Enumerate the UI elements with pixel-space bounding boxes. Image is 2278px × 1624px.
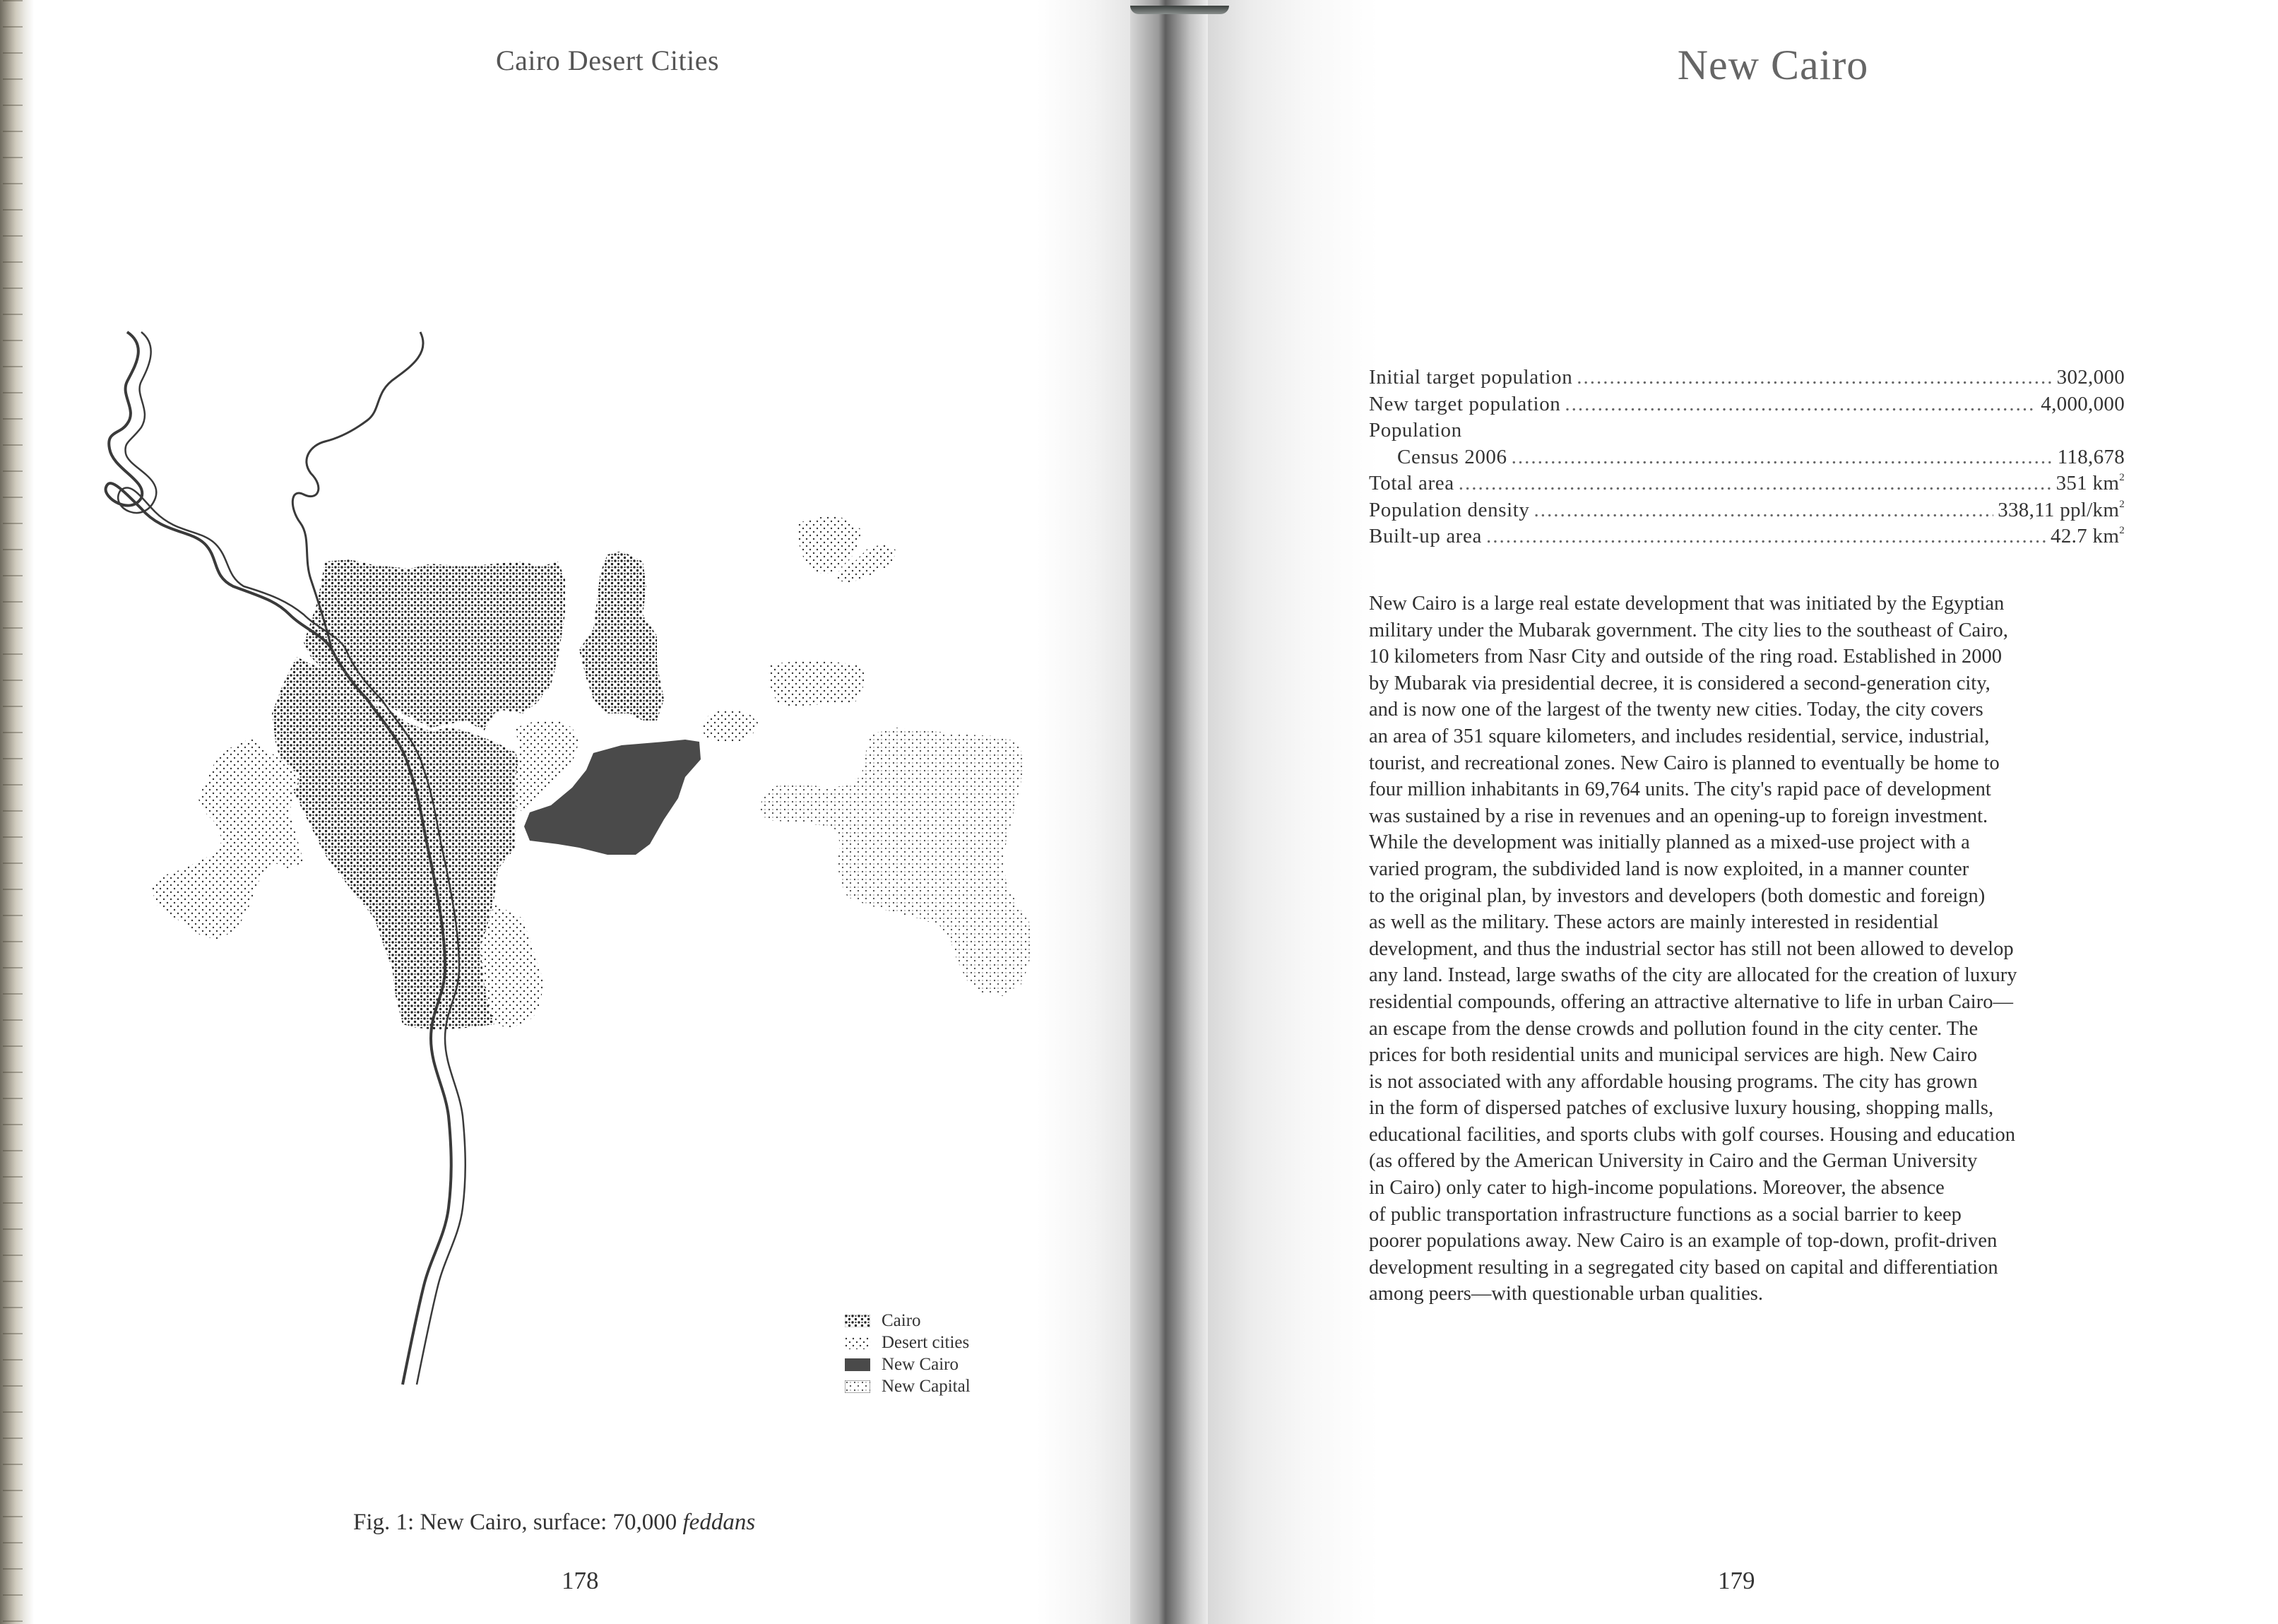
- body-paragraph: [1369, 591, 2132, 1308]
- dot-leader: [1534, 497, 1994, 524]
- figure-caption-unit: feddans: [682, 1510, 756, 1535]
- dot-leader: [1486, 523, 2046, 550]
- body-text-line: educational facilities, and sports clubs with golf courses. Housing and education: [1369, 1123, 2015, 1146]
- legend-label: Cairo: [882, 1310, 921, 1330]
- legend-item-desert-cities: [845, 1332, 1007, 1353]
- desert-cities-sparse-stipple-icon: [845, 1336, 870, 1349]
- superscript: 2: [2119, 498, 2125, 510]
- legend-item-new-capital: [845, 1375, 1007, 1397]
- map-legend: [845, 1310, 1007, 1397]
- body-text-line: military under the Mubarak government. The city lies to the southeast of Cairo,: [1369, 619, 2008, 641]
- body-text-line: to the original plan, by investors and developers (both domestic and foreign): [1369, 884, 1986, 907]
- new-cairo-solid-icon: [845, 1358, 870, 1371]
- bookmark-ribbon: [1130, 6, 1229, 14]
- body-text-line: in Cairo) only cater to high-income populations. Moreover, the absence: [1369, 1177, 1945, 1199]
- body-text-line: in the form of dispersed patches of exclusive luxury housing, shopping malls,: [1369, 1097, 1994, 1120]
- body-text-line: and is now one of the largest of the twenty new cities. Today, the city covers: [1369, 699, 1983, 721]
- body-text-line: development resulting in a segregated city based on capital and differentiation: [1369, 1256, 1998, 1279]
- stat-value-number: 42.7 km: [2051, 525, 2120, 547]
- body-text-line: an escape from the dense crowds and pollution found in the city center. The: [1369, 1017, 1979, 1040]
- body-text-line: was sustained by a rise in revenues and an opening-up to foreign investment.: [1369, 805, 1988, 827]
- superscript: 2: [2119, 472, 2125, 483]
- stat-value: [2051, 523, 2125, 550]
- dot-leader: [1512, 444, 2053, 471]
- body-text-line: While the development was initially planned as a mixed-use project with a: [1369, 831, 1970, 854]
- figure-caption: [353, 1510, 755, 1536]
- page-stack-edge: [3, 0, 23, 1624]
- stat-built-up-area: [1369, 523, 2125, 550]
- stat-value: [2056, 470, 2125, 497]
- cairo-region-east-spur: [579, 551, 664, 721]
- cairo-map-figure: [99, 318, 1074, 1420]
- stat-value: 118,678: [2057, 445, 2125, 468]
- body-text-line: tourist, and recreational zones. New Cairo is planned to eventually be home to: [1369, 752, 2000, 774]
- stat-total-area: [1369, 470, 2125, 497]
- stat-label: Census 2006: [1397, 445, 1507, 468]
- body-text-line: as well as the military. These actors are mainly interested in residential: [1369, 911, 1939, 934]
- key-figures-list: [1369, 364, 2125, 550]
- legend-label: Desert cities: [882, 1332, 970, 1352]
- legend-label: New Cairo: [882, 1354, 959, 1374]
- chapter-title: New Cairo: [1677, 42, 1869, 88]
- body-text-line: is not associated with any affordable housing programs. The city has grown: [1369, 1070, 1978, 1093]
- body-text-line: any land. Instead, large swaths of the city are allocated for the creation of luxury: [1369, 964, 2017, 987]
- body-text-line: prices for both residential units and municipal services are high. New Cairo: [1369, 1044, 1978, 1067]
- stat-population-heading: Population: [1369, 419, 1462, 441]
- page-number-left: 178: [562, 1567, 599, 1594]
- stat-new-target-population: [1369, 391, 2125, 418]
- body-text-line: among peers—with questionable urban qualities.: [1369, 1283, 1763, 1305]
- stat-label: Population density: [1369, 498, 1530, 521]
- figure-caption-text: Fig. 1: New Cairo, surface: 70,000: [353, 1510, 683, 1535]
- stat-initial-target-population: [1369, 364, 2125, 391]
- stat-label: New target population: [1369, 392, 1561, 415]
- stat-value-number: 351 km: [2055, 472, 2120, 494]
- stat-population-density: [1369, 497, 2125, 524]
- body-text-line: by Mubarak via presidential decree, it is considered a second-generation city,: [1369, 672, 1991, 694]
- body-text-line: an area of 351 square kilometers, and includes residential, service, industrial,: [1369, 725, 1990, 747]
- stat-label: Total area: [1369, 472, 1454, 494]
- stat-value: 302,000: [2056, 366, 2125, 389]
- body-text-line: New Cairo is a large real estate development that was initiated by the Egyptian: [1369, 593, 2005, 615]
- running-head: Cairo Desert Cities: [495, 45, 720, 76]
- stat-label: Built-up area: [1369, 525, 1482, 547]
- body-text-line: of public transportation infrastructure functions as a social barrier to keep: [1369, 1203, 1962, 1226]
- new-capital-region: [759, 728, 1033, 996]
- superscript: 2: [2119, 525, 2125, 536]
- cairo-dense-stipple-icon: [845, 1315, 870, 1327]
- dot-leader: [1565, 391, 2036, 418]
- body-text-line: poorer populations away. New Cairo is an example of top-down, profit-driven: [1369, 1230, 1998, 1252]
- stat-label: Initial target population: [1369, 366, 1573, 389]
- stat-census-2006: [1369, 444, 2125, 471]
- body-text-line: four million inhabitants in 69,764 units. The city's rapid pace of development: [1369, 778, 1991, 801]
- page-number-right: 179: [1718, 1567, 1755, 1594]
- desert-city-madinaty: [701, 710, 759, 742]
- dot-leader: [1577, 364, 2052, 391]
- body-text-line: (as offered by the American University in Cairo and the German University: [1369, 1150, 1978, 1173]
- stat-value: [1998, 497, 2125, 524]
- legend-item-cairo: [845, 1310, 1007, 1332]
- stat-value: 4,000,000: [2041, 392, 2125, 415]
- legend-label: New Capital: [882, 1376, 971, 1396]
- dot-leader: [1459, 470, 2052, 497]
- body-text-line: 10 kilometers from Nasr City and outside of the ring road. Established in 2000: [1369, 646, 2003, 668]
- book-gutter: [1130, 0, 1208, 1624]
- body-text-line: development, and thus the industrial sector has still not been allowed to develop: [1369, 937, 2014, 960]
- new-capital-hatched-icon: [845, 1380, 870, 1393]
- body-text-line: varied program, the subdivided land is now exploited, in a manner counter: [1369, 858, 1969, 880]
- legend-item-new-cairo: [845, 1353, 1007, 1375]
- desert-city-shiekh-zayed: [152, 738, 304, 940]
- body-text-line: residential compounds, offering an attractive alternative to life in urban Cairo—: [1369, 990, 2013, 1013]
- stat-value-number: 338,11 ppl/km: [1998, 498, 2120, 521]
- desert-city-shorouk: [770, 660, 865, 706]
- desert-city-south: [480, 904, 544, 1028]
